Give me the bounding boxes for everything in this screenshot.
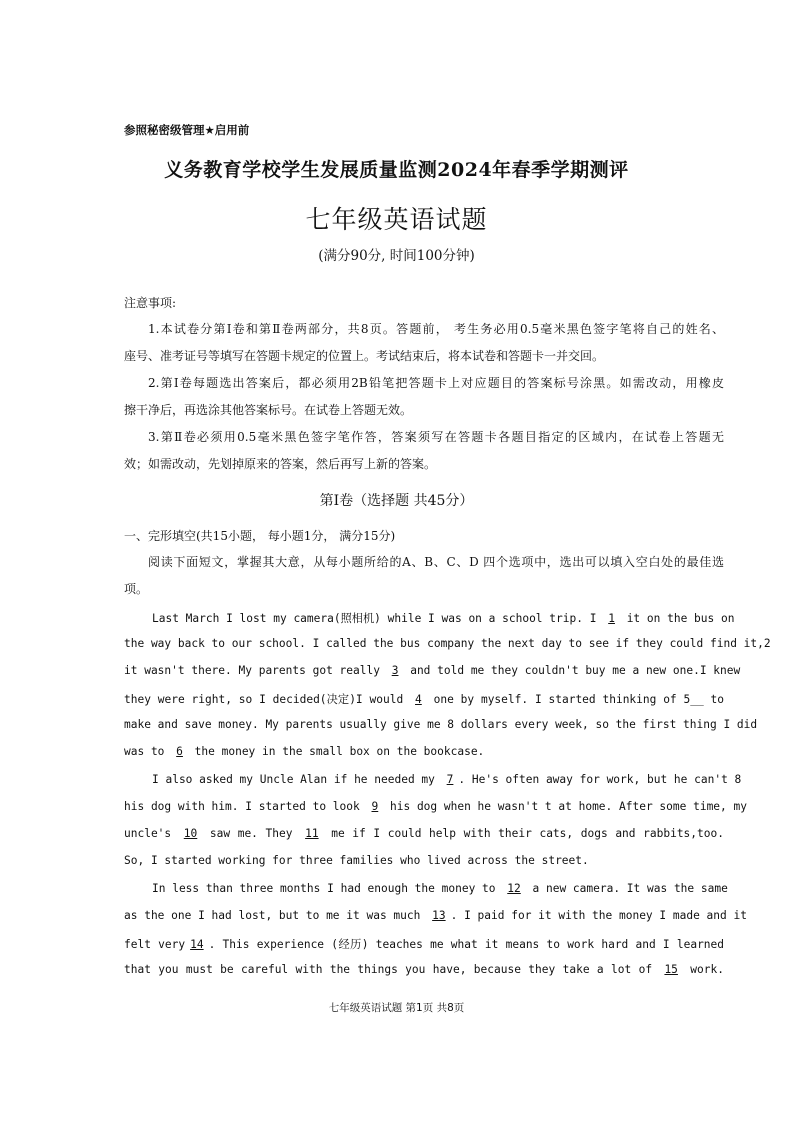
section-title: 一、完形填空(共15小题， 每小题1分， 满分15分) bbox=[124, 529, 396, 543]
passage-line: In less than three months I had enough the money to 12 a new camera. It was the same bbox=[152, 882, 728, 895]
note-3-line-1: 3.第Ⅱ卷必须用0.5毫米黑色签字笔作答，答案须写在答题卡各题目指定的区域内，在试卷上答题无 bbox=[148, 430, 724, 444]
blank-11: 11 bbox=[305, 827, 319, 840]
notes-title: 注意事项: bbox=[124, 296, 177, 310]
blank-9: 9 bbox=[371, 800, 379, 813]
passage-line: So, I started working for three families who lived across the street. bbox=[124, 854, 589, 867]
page-footer: 七年级英语试题 第1页 共8页 bbox=[328, 1002, 465, 1014]
passage-line: uncle's 10 saw me. They 11 me if I could help with their cats, dogs and rabbits,too. bbox=[124, 827, 724, 840]
confidentiality-label: 参照秘密级管理★启用前 bbox=[124, 123, 250, 137]
passage-line: the way back to our school. I called the bus company the next day to see if they could find it,2 bbox=[124, 637, 771, 650]
passage-line: they were right, so I decided(决定)I would 4 one by myself. I started thinking of 5__ to bbox=[124, 693, 725, 706]
blank-7: 7 bbox=[446, 773, 454, 786]
blank-4: 4 bbox=[415, 693, 422, 706]
blank-1: 1 bbox=[608, 612, 615, 625]
part1-title: 第Ⅰ卷（选择题 共45分） bbox=[319, 493, 474, 509]
exam-title: 义务教育学校学生发展质量监测2024年春季学期测评 bbox=[164, 159, 629, 181]
blank-12: 12 bbox=[507, 882, 521, 895]
blank-15: 15 bbox=[664, 963, 678, 976]
note-1-line-1: 1.本试卷分第Ⅰ卷和第Ⅱ卷两部分，共8页。答题前， 考生务必用0.5毫米黑色签字笔将自己的姓名、 bbox=[148, 322, 724, 336]
note-2-line-2: 擦干净后，再选涂其他答案标号。在试卷上答题无效。 bbox=[124, 403, 413, 417]
note-1-line-2: 座号、准考证号等填写在答题卡规定的位置上。考试结束后，将本试卷和答题卡一并交回。 bbox=[124, 349, 605, 363]
passage-line: make and save money. My parents usually give me 8 dollars every week, so the first thing I did bbox=[124, 718, 758, 731]
instruction-line-1: 阅读下面短文，掌握其大意，从每小题所给的A、B、C、D 四个选项中，选出可以填入空白处的最佳选 bbox=[148, 555, 724, 569]
passage-line: his dog with him. I started to look 9 his dog when he wasn't t at home. After some time, my bbox=[124, 800, 747, 813]
note-3-line-2: 效；如需改动，先划掉原来的答案，然后再写上新的答案。 bbox=[124, 457, 437, 471]
subject-title: 七年级英语试题 bbox=[305, 205, 488, 234]
blank-10: 10 bbox=[183, 827, 198, 840]
blank-14: 14 bbox=[190, 938, 204, 951]
passage-line: felt very 14 . This experience (经历) teaches me what it means to work hard and I learned bbox=[124, 938, 725, 951]
blank-3: 3 bbox=[391, 664, 399, 677]
passage-line: that you must be careful with the things you have, because they take a lot of 15 work. bbox=[124, 963, 724, 976]
passage-line: was to 6 the money in the small box on the bookcase. bbox=[124, 745, 485, 758]
blank-13: 13 bbox=[432, 909, 446, 922]
score-time-info: (满分90分, 时间100分钟) bbox=[318, 248, 475, 264]
note-2-line-1: 2.第Ⅰ卷每题选出答案后，都必须用2B铅笔把答题卡上对应题目的答案标号涂黑。如需改动，用橡皮 bbox=[148, 376, 724, 390]
passage-line: as the one I had lost, but to me it was much 13 . I paid for it with the money I made and it bbox=[124, 909, 747, 922]
instruction-line-2: 项。 bbox=[124, 582, 149, 596]
blank-6: 6 bbox=[176, 745, 183, 758]
passage-line: I also asked my Uncle Alan if he needed my 7 . He's often away for work, but he can't 8 bbox=[152, 773, 742, 786]
passage-line: it wasn't there. My parents got really 3 and told me they couldn't buy me a new one.I knew bbox=[124, 664, 741, 677]
passage-line: Last March I lost my camera(照相机) while I was on a school trip. I 1 it on the bus on bbox=[152, 612, 735, 625]
